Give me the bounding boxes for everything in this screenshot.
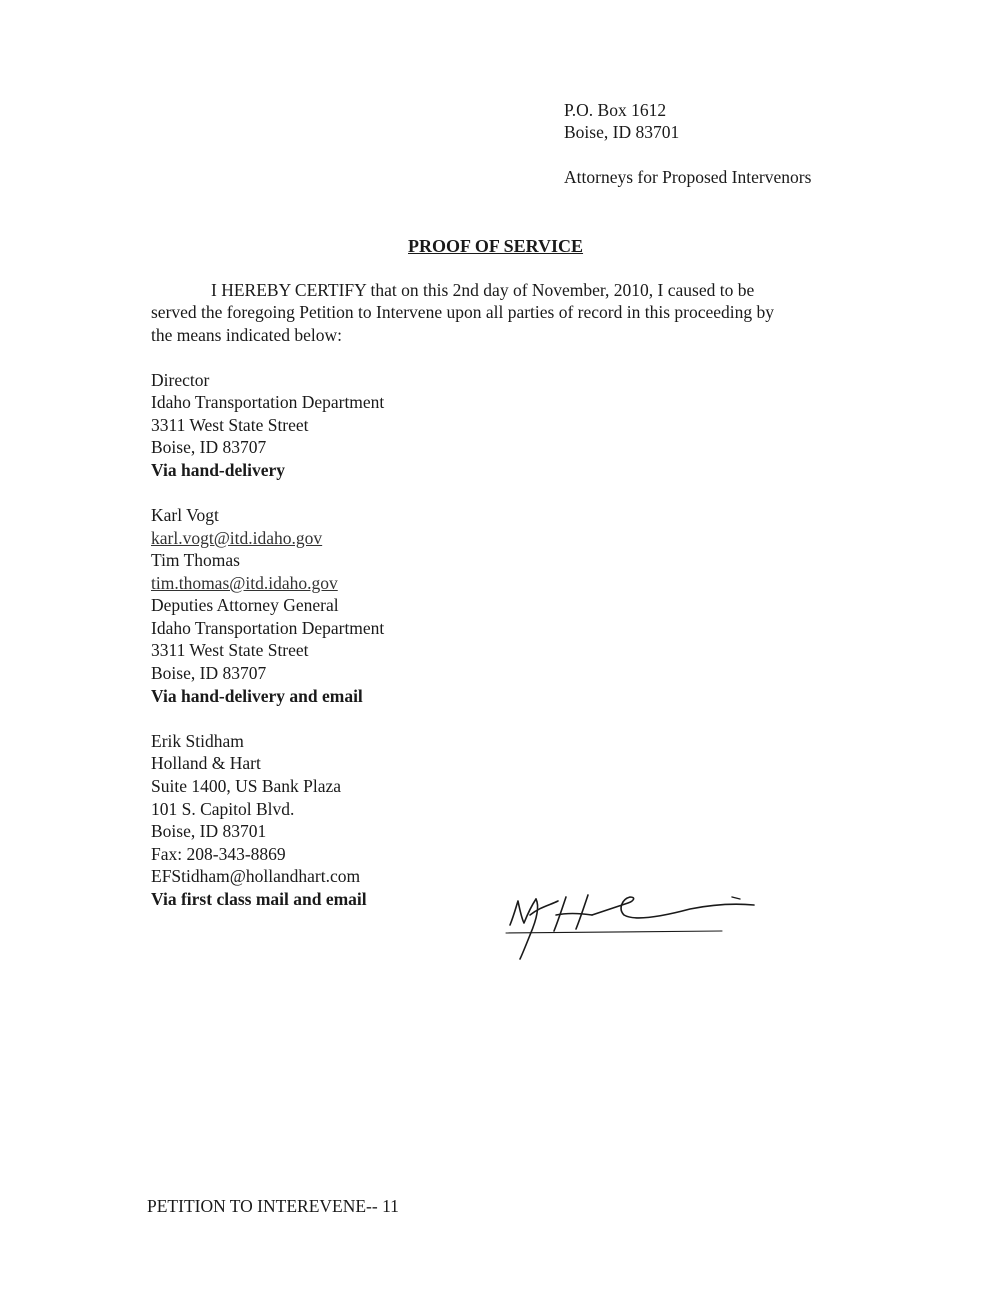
- recipient-3-line-2: Holland & Hart: [151, 753, 261, 773]
- recipient-2-line-4: Boise, ID 83707: [151, 663, 267, 683]
- page-footer: PETITION TO INTEREVENE-- 11: [147, 1196, 399, 1216]
- signature: [500, 885, 770, 970]
- recipient-2-name-2: Tim Thomas: [151, 550, 240, 570]
- recipient-3-line-4: 101 S. Capitol Blvd.: [151, 799, 295, 819]
- attorneys-label: Attorneys for Proposed Intervenors: [564, 167, 812, 187]
- recipient-1-line-4: Boise, ID 83707: [151, 437, 267, 457]
- recipient-3-line-3: Suite 1400, US Bank Plaza: [151, 776, 342, 796]
- recipient-1-line-3: 3311 West State Street: [151, 415, 309, 435]
- page-title: PROOF OF SERVICE: [408, 236, 584, 256]
- recipient-3-line-5: Boise, ID 83701: [151, 821, 267, 841]
- recipient-3-line-1: Erik Stidham: [151, 731, 244, 751]
- recipient-2-email-2[interactable]: tim.thomas@itd.idaho.gov: [151, 573, 338, 593]
- recipient-2-method: Via hand-delivery and email: [151, 686, 363, 706]
- header-city: Boise, ID 83701: [564, 122, 680, 142]
- recipient-2-email-1[interactable]: karl.vogt@itd.idaho.gov: [151, 528, 323, 548]
- recipient-3-method: Via first class mail and email: [151, 889, 367, 909]
- certify-line-1: I HEREBY CERTIFY that on this 2nd day of November, 2010, I caused to be: [211, 280, 755, 300]
- recipient-1-line-1: Director: [151, 370, 210, 390]
- recipient-2-line-3: 3311 West State Street: [151, 640, 309, 660]
- po-box: P.O. Box 1612: [564, 100, 667, 120]
- recipient-2-line-1: Deputies Attorney General: [151, 595, 339, 615]
- recipient-3-line-7: EFStidham@hollandhart.com: [151, 866, 361, 886]
- recipient-3-line-6: Fax: 208-343-8869: [151, 844, 286, 864]
- recipient-1-line-2: Idaho Transportation Department: [151, 392, 385, 412]
- certify-line-3: the means indicated below:: [151, 325, 342, 345]
- recipient-1-method: Via hand-delivery: [151, 460, 286, 480]
- certify-line-2: served the foregoing Petition to Intervene upon all parties of record in this proceeding by: [151, 302, 775, 322]
- recipient-2-line-2: Idaho Transportation Department: [151, 618, 385, 638]
- recipient-2-name-1: Karl Vogt: [151, 505, 219, 525]
